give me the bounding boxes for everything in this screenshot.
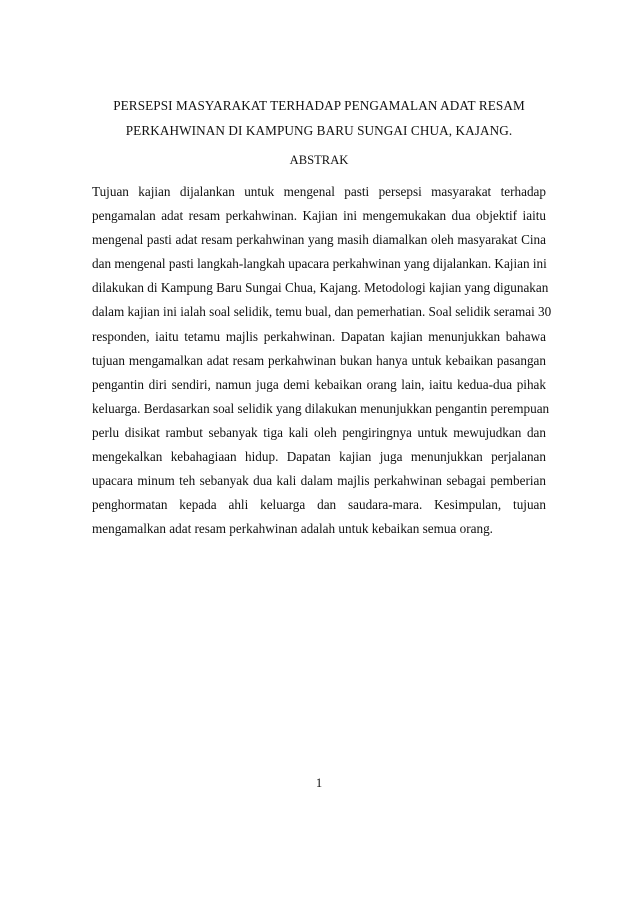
page-number: 1 [315, 776, 323, 790]
abstract-line: pengantin diri sendiri, namun juga demi kebaikan orang lain, iaitu kedua-dua pihak [92, 376, 546, 392]
abstract-line: pengamalan adat resam perkahwinan. Kajian ini mengemukakan dua objektif iaitu [92, 208, 546, 224]
abstract-line: dalam kajian ini ialah soal selidik, temu bual, dan pemerhatian. Soal selidik seramai 30 [92, 304, 552, 320]
abstract-line: keluarga. Berdasarkan soal selidik yang dilakukan menunjukkan pengantin perempuan [92, 400, 550, 416]
abstract-line: penghormatan kepada ahli keluarga dan saudara-mara. Kesimpulan, tujuan [92, 497, 546, 513]
abstract-line: mengenal pasti adat resam perkahwinan yang masih diamalkan oleh masyarakat Cina [92, 232, 546, 248]
abstract-line: responden, iaitu tetamu majlis perkahwinan. Dapatan kajian menunjukkan bahawa [92, 328, 546, 344]
abstract-line: tujuan mengamalkan adat resam perkahwinan bukan hanya untuk kebaikan pasangan [92, 352, 546, 368]
abstract-line: dan mengenal pasti langkah-langkah upacara perkahwinan yang dijalankan. Kajian ini [92, 256, 547, 272]
abstract-line: upacara minum teh sebanyak dua kali dalam majlis perkahwinan sebagai pemberian [92, 473, 546, 489]
abstract-line-last: mengamalkan adat resam perkahwinan adalah untuk kebaikan semua orang. [92, 521, 493, 537]
abstract-line: mengekalkan kebahagiaan hidup. Dapatan kajian juga menunjukkan perjalanan [92, 449, 546, 465]
section-heading: ABSTRAK [289, 153, 349, 167]
abstract-body [92, 180, 552, 541]
document-title-line-1: PERSEPSI MASYARAKAT TERHADAP PENGAMALAN ADAT RESAM [113, 98, 525, 113]
abstract-line: dilakukan di Kampung Baru Sungai Chua, Kajang. Metodologi kajian yang digunakan [92, 280, 549, 296]
abstract-line: perlu disikat rambut sebanyak tiga kali oleh pengiringnya untuk mewujudkan dan [92, 424, 546, 440]
abstract-line: Tujuan kajian dijalankan untuk mengenal pasti persepsi masyarakat terhadap [92, 184, 546, 199]
document-title-line-2: PERKAHWINAN DI KAMPUNG BARU SUNGAI CHUA, KAJANG. [125, 123, 513, 138]
